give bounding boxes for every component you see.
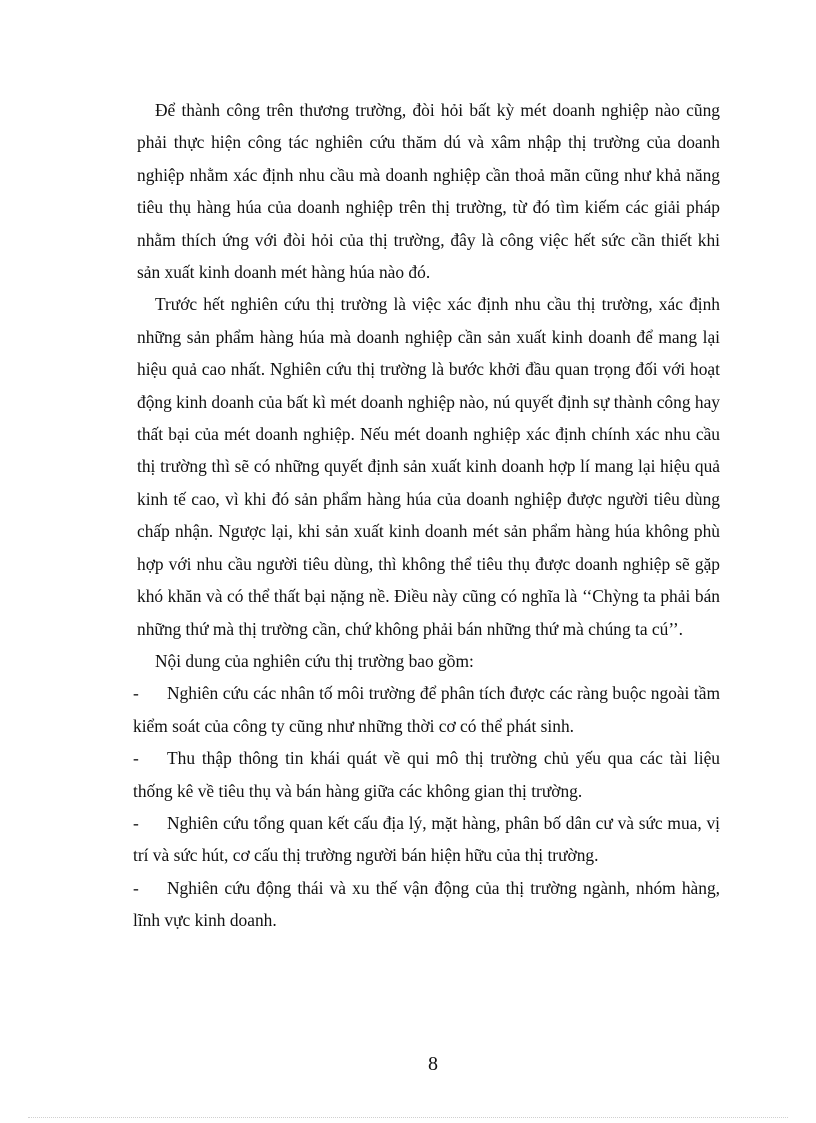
paragraph-intro: Để thành công trên thương trường, đòi hỏi bất kỳ mét doanh nghiệp nào cũng phải thực hiện công tác nghiên cứu thăm dú và xâm nhập thị trường của doanh nghiệp nhằm xác định nhu cầu mà doanh nghiệp cần thoả mãn cũng như khả năng tiêu thụ hàng húa của doanh nghiệp trên thị trường, từ đó tìm kiếm các giải pháp nhằm thích ứng với đòi hỏi của thị trường, đây là công việc hết sức cần thiết khi sản xuất kinh doanh mét hàng húa nào đó. xyxy=(137,100,720,283)
page-number: 8 xyxy=(428,1053,438,1075)
document-body xyxy=(133,94,720,937)
list-item-text: Thu thập thông tin khái quát về qui mô thị trường chủ yếu qua các tài liệu thống kê về tiêu thụ và bán hàng giữa các không gian thị trường. xyxy=(133,748,720,801)
list-bullet: - xyxy=(133,812,139,833)
list-bullet: - xyxy=(133,748,139,769)
list-item xyxy=(133,742,720,807)
page-bottom-divider xyxy=(28,1117,788,1118)
list-bullet: - xyxy=(133,683,139,704)
list-item xyxy=(133,807,720,872)
list-item-text: Nghiên cứu động thái và xu thế vận động của thị trường ngành, nhóm hàng, lĩnh vực kinh doanh. xyxy=(133,877,720,931)
paragraph-content-heading: Nội dung của nghiên cứu thị trường bao gồm: xyxy=(155,650,474,671)
list-item xyxy=(133,677,720,742)
paragraph-market-research: Trước hết nghiên cứu thị trường là việc xác định nhu cầu thị trường, xác định những sản phẩm hàng húa mà doanh nghiệp cần sản xuất kinh doanh để mang lại hiệu quả cao nhất. Nghiên cứu thị trường là bước khởi đầu quan trọng đối với hoạt động kinh doanh của bất kì mét doanh nghiệp nào, nú quyết định sự thành công hay thất bại của mét doanh nghiệp. Nếu mét doanh nghiệp xác định chính xác nhu cầu thị trường thì sẽ có những quyết định sản xuất kinh doanh hợp lí mang lại hiệu quả kinh tế cao, vì khi đó sản phẩm hàng húa của doanh nghiệp được người tiêu dùng chấp nhận. Ngược lại, khi sản xuất kinh doanh mét sản phẩm hàng húa không phù hợp với nhu cầu người tiêu dùng, thì không thể tiêu thụ được doanh nghiệp sẽ gặp khó khăn và có thể thất bại nặng nề. Điều này cũng có nghĩa là ‘‘Chỳng ta phải bán những thứ mà thị trường cần, chứ không phải bán những thứ mà chúng ta cú’’. xyxy=(137,294,720,639)
list-item-text: Nghiên cứu tổng quan kết cấu địa lý, mặt hàng, phân bố dân cư và sức mua, vị trí và sức hút, cơ cấu thị trường người bán hiện hữu của thị trường. xyxy=(133,812,720,866)
list-item-text: Nghiên cứu các nhân tố môi trường để phân tích được các ràng buộc ngoài tầm kiểm soát của công ty cũng như những thời cơ có thể phát sinh. xyxy=(133,683,720,736)
list-bullet: - xyxy=(133,877,139,898)
list-item xyxy=(133,872,720,937)
